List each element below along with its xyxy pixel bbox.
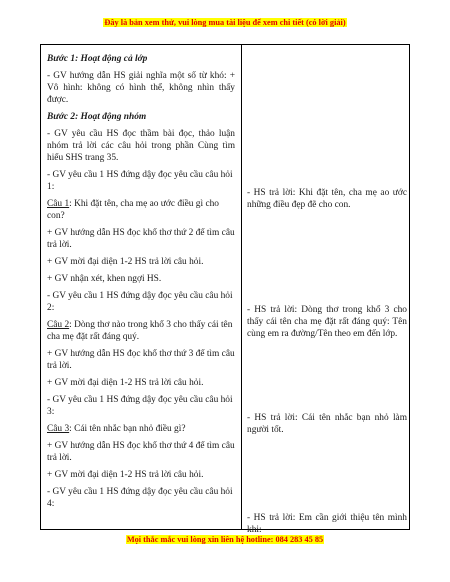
step1-heading: Bước 1: Hoạt động cả lớp xyxy=(47,54,148,64)
q1-invite: + GV mời đại diện 1-2 HS trả lời câu hỏi. xyxy=(47,257,204,267)
q2-question xyxy=(47,319,235,343)
step1-text: - GV hướng dẫn HS giải nghĩa một số từ khó: + Vô hình: không có hình thể, không nhìn thấy được. xyxy=(47,71,235,105)
q3-text: : Cái tên nhắc bạn nhỏ điều gì? xyxy=(69,424,186,434)
q2-label: Câu 2 xyxy=(47,320,70,330)
q1-text: : Khi đặt tên, cha mẹ ao ước điều gì cho con? xyxy=(47,199,219,221)
q1-question xyxy=(47,198,235,222)
q4-ask: - GV yêu cầu 1 HS đứng dậy đọc yêu cầu câu hỏi 4: xyxy=(47,487,233,509)
preview-banner xyxy=(0,17,450,29)
answer-3: - HS trả lời: Cái tên nhắc bạn nhỏ làm người tốt. xyxy=(247,413,407,436)
q3-guide: + GV hướng dẫn HS đọc khổ thơ thứ 4 để tìm câu trả lời. xyxy=(47,441,235,463)
teacher-activities-column xyxy=(47,53,235,515)
q1-ask: - GV yêu cầu 1 HS đứng dậy đọc yêu cầu câu hỏi 1: xyxy=(47,170,233,192)
q3-label: Câu 3 xyxy=(47,424,70,434)
q1-praise: + GV nhận xét, khen ngợi HS. xyxy=(47,274,162,284)
q1-label: Câu 1 xyxy=(47,199,70,209)
hotline-banner xyxy=(0,534,450,546)
q1-guide: + GV hướng dẫn HS đọc khổ thơ thứ 2 để tìm câu trả lời. xyxy=(47,228,235,250)
answer-2: - HS trả lời: Dòng thơ trong khổ 3 cho thấy cái tên cha mẹ đặt rất đáng quý: Tên cùng em ra đường/Tên theo em đến lớp. xyxy=(247,305,407,340)
step2-text: - GV yêu cầu HS đọc thầm bài đọc, thảo luận nhóm trả lời các câu hỏi trong phần Cùng tìm hiểu SHS trang 35. xyxy=(47,129,235,163)
q3-question xyxy=(47,423,235,435)
hotline-banner-text: Mọi thắc mắc vui lòng xin liên hệ hotline: 084 283 45 85 xyxy=(126,535,324,544)
q2-guide: + GV hướng dẫn HS đọc khổ thơ thứ 3 để tìm câu trả lời. xyxy=(47,349,235,371)
q3-ask: - GV yêu cầu 1 HS đứng dậy đọc yêu cầu câu hỏi 3: xyxy=(47,395,233,417)
q2-text: : Dòng thơ nào trong khổ 3 cho thấy cái tên cha mẹ đặt rất đáng quý. xyxy=(47,320,233,342)
column-divider xyxy=(241,45,242,529)
answer-4: - HS trả lời: Em cần giới thiệu tên mình khi: xyxy=(247,513,407,536)
step2-heading: Bước 2: Hoạt động nhóm xyxy=(47,112,147,122)
q2-ask: - GV yêu cầu 1 HS đứng dậy đọc yêu cầu câu hỏi 2: xyxy=(47,291,233,313)
answer-1: - HS trả lời: Khi đặt tên, cha mẹ ao ước những điều đẹp đẽ cho con. xyxy=(247,188,407,211)
q2-invite: + GV mời đại diện 1-2 HS trả lời câu hỏi. xyxy=(47,378,204,388)
q3-invite: + GV mời đại diện 1-2 HS trả lời câu hỏi. xyxy=(47,470,204,480)
preview-banner-text: Đây là bản xem thử, vui lòng mua tài liệu để xem chi tiết (có lời giải) xyxy=(104,18,346,27)
lesson-table xyxy=(40,44,410,536)
